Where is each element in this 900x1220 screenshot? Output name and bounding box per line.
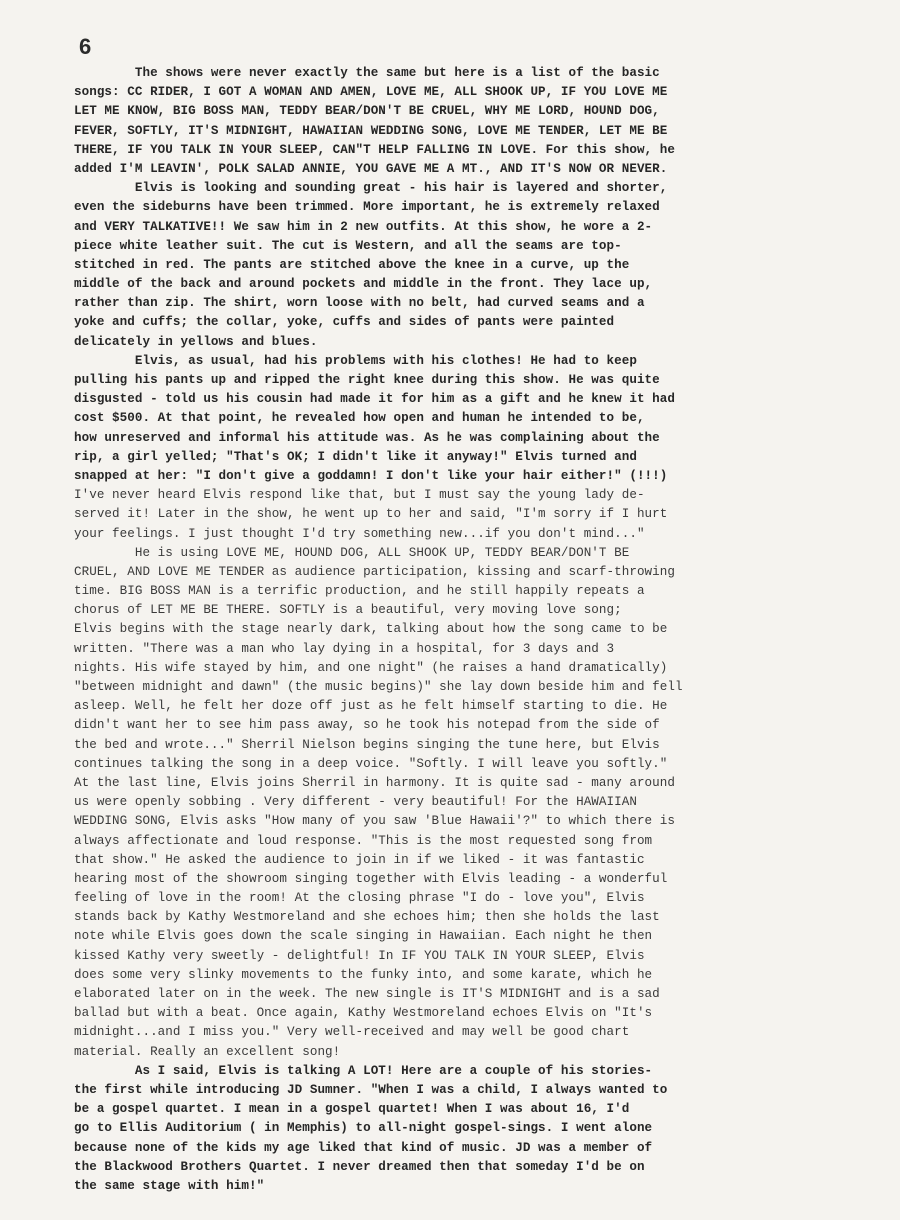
text-line: piece white leather suit. The cut is Western, and all the seams are top-	[74, 238, 622, 253]
text-line: ballad but with a beat. Once again, Kathy Westmoreland echoes Elvis on "It's	[74, 1006, 653, 1021]
text-line: didn't want her to see him pass away, so he took his notepad from the side of	[74, 718, 660, 733]
text-line: stitched in red. The pants are stitched above the knee in a curve, up the	[74, 257, 630, 272]
text-line: THERE, IF YOU TALK IN YOUR SLEEP, CAN"T HELP FALLING IN LOVE. For this show, he	[74, 142, 675, 157]
text-line: the same stage with him!"	[74, 1178, 265, 1193]
text-line: disgusted - told us his cousin had made it for him as a gift and he knew it had	[74, 392, 675, 407]
text-line: that show." He asked the audience to join in if we liked - it was fantastic	[74, 852, 645, 867]
text-line: delicately in yellows and blues.	[74, 334, 318, 349]
text-line: asleep. Well, he felt her doze off just as he felt himself starting to die. He	[74, 699, 668, 714]
text-line: time. BIG BOSS MAN is a terrific production, and he still happily repeats a	[74, 584, 645, 599]
text-line: rip, a girl yelled; "That's OK; I didn't like it anyway!" Elvis turned and	[74, 449, 637, 464]
text-line: At the last line, Elvis joins Sherril in harmony. It is quite sad - many around	[74, 775, 675, 790]
text-line: "between midnight and dawn" (the music begins)" she lay down beside him and fell	[74, 680, 683, 694]
text-line: pulling his pants up and ripped the right knee during this show. He was quite	[74, 373, 660, 387]
text-line: The shows were never exactly the same but here is a list of the basic	[74, 66, 660, 80]
text-line: Elvis, as usual, had his problems with his clothes! He had to keep	[74, 353, 637, 368]
text-line: kissed Kathy very sweetly - delightful! In IF YOU TALK IN YOUR SLEEP, Elvis	[74, 948, 645, 963]
text-line: As I said, Elvis is talking A LOT! Here are a couple of his stories-	[74, 1063, 653, 1078]
text-line: elaborated later on in the week. The new single is IT'S MIDNIGHT and is a sad	[74, 987, 660, 1001]
text-line: your feelings. I just thought I'd try something new...if you don't mind..."	[74, 526, 645, 541]
text-line: I've never heard Elvis respond like that, but I must say the young lady de-	[74, 488, 645, 503]
text-line: go to Ellis Auditorium ( in Memphis) to all-night gospel-sings. I went alone	[74, 1121, 653, 1136]
text-line: yoke and cuffs; the collar, yoke, cuffs and sides of pants were painted	[74, 315, 615, 330]
text-line: because none of the kids my age liked that kind of music. JD was a member of	[74, 1140, 653, 1155]
text-line: rather than zip. The shirt, worn loose with no belt, had curved seams and a	[74, 296, 645, 311]
text-line: songs: CC RIDER, I GOT A WOMAN AND AMEN, LOVE ME, ALL SHOOK UP, IF YOU LOVE ME	[74, 85, 668, 100]
text-line: FEVER, SOFTLY, IT'S MIDNIGHT, HAWAIIAN WEDDING SONG, LOVE ME TENDER, LET ME BE	[74, 123, 668, 138]
text-line: continues talking the song in a deep voice. "Softly. I will leave you softly."	[74, 756, 668, 771]
text-line: and VERY TALKATIVE!! We saw him in 2 new outfits. At this show, he wore a 2-	[74, 219, 653, 234]
text-line: material. Really an excellent song!	[74, 1044, 341, 1059]
text-line: chorus of LET ME BE THERE. SOFTLY is a beautiful, very moving love song;	[74, 603, 622, 618]
text-line: the first while introducing JD Sumner. "When I was a child, I always wanted to	[74, 1082, 668, 1097]
text-line: Elvis is looking and sounding great - his hair is layered and shorter,	[74, 181, 668, 196]
text-line: the Blackwood Brothers Quartet. I never dreamed then that someday I'd be on	[74, 1159, 645, 1174]
text-line: snapped at her: "I don't give a goddamn! I don't like your hair either!" (!!!)	[74, 468, 668, 483]
text-line: He is using LOVE ME, HOUND DOG, ALL SHOOK UP, TEDDY BEAR/DON'T BE	[74, 545, 630, 560]
text-line: note while Elvis goes down the scale singing in Hawaiian. Each night he then	[74, 929, 653, 944]
text-line: midnight...and I miss you." Very well-received and may well be good chart	[74, 1025, 630, 1040]
text-line: be a gospel quartet. I mean in a gospel quartet! When I was about 16, I'd	[74, 1102, 630, 1117]
page-number: 6	[79, 34, 92, 59]
text-line: does some very slinky movements to the funky into, and some karate, which he	[74, 967, 653, 982]
text-line: stands back by Kathy Westmoreland and she echoes him; then she holds the last	[74, 910, 660, 925]
text-line: always affectionate and loud response. "This is the most requested song from	[74, 833, 653, 848]
text-line: CRUEL, AND LOVE ME TENDER as audience participation, kissing and scarf-throwing	[74, 564, 675, 579]
text-line: hearing most of the showroom singing together with Elvis leading - a wonderful	[74, 871, 668, 886]
article-body	[74, 64, 850, 1196]
text-line: served it! Later in the show, he went up to her and said, "I'm sorry if I hurt	[74, 507, 668, 522]
text-line: cost $500. At that point, he revealed how open and human he intended to be,	[74, 411, 645, 426]
text-line: how unreserved and informal his attitude was. As he was complaining about the	[74, 430, 660, 445]
text-line: LET ME KNOW, BIG BOSS MAN, TEDDY BEAR/DON'T BE CRUEL, WHY ME LORD, HOUND DOG,	[74, 104, 660, 119]
text-line: us were openly sobbing . Very different - very beautiful! For the HAWAIIAN	[74, 795, 637, 810]
text-line: added I'M LEAVIN', POLK SALAD ANNIE, YOU GAVE ME A MT., AND IT'S NOW OR NEVER.	[74, 161, 668, 176]
text-line: Elvis begins with the stage nearly dark, talking about how the song came to be	[74, 622, 668, 637]
text-line: the bed and wrote..." Sherril Nielson begins singing the tune here, but Elvis	[74, 737, 660, 752]
text-line: written. "There was a man who lay dying in a hospital, for 3 days and 3	[74, 641, 615, 656]
text-line: feeling of love in the room! At the closing phrase "I do - love you", Elvis	[74, 891, 645, 906]
text-line: middle of the back and around pockets and middle in the front. They lace up,	[74, 277, 653, 292]
text-line: even the sideburns have been trimmed. More important, he is extremely relaxed	[74, 200, 660, 215]
text-line: nights. His wife stayed by him, and one night" (he raises a hand dramatically)	[74, 660, 668, 675]
text-line: WEDDING SONG, Elvis asks "How many of you saw 'Blue Hawaii'?" to which there is	[74, 814, 675, 829]
